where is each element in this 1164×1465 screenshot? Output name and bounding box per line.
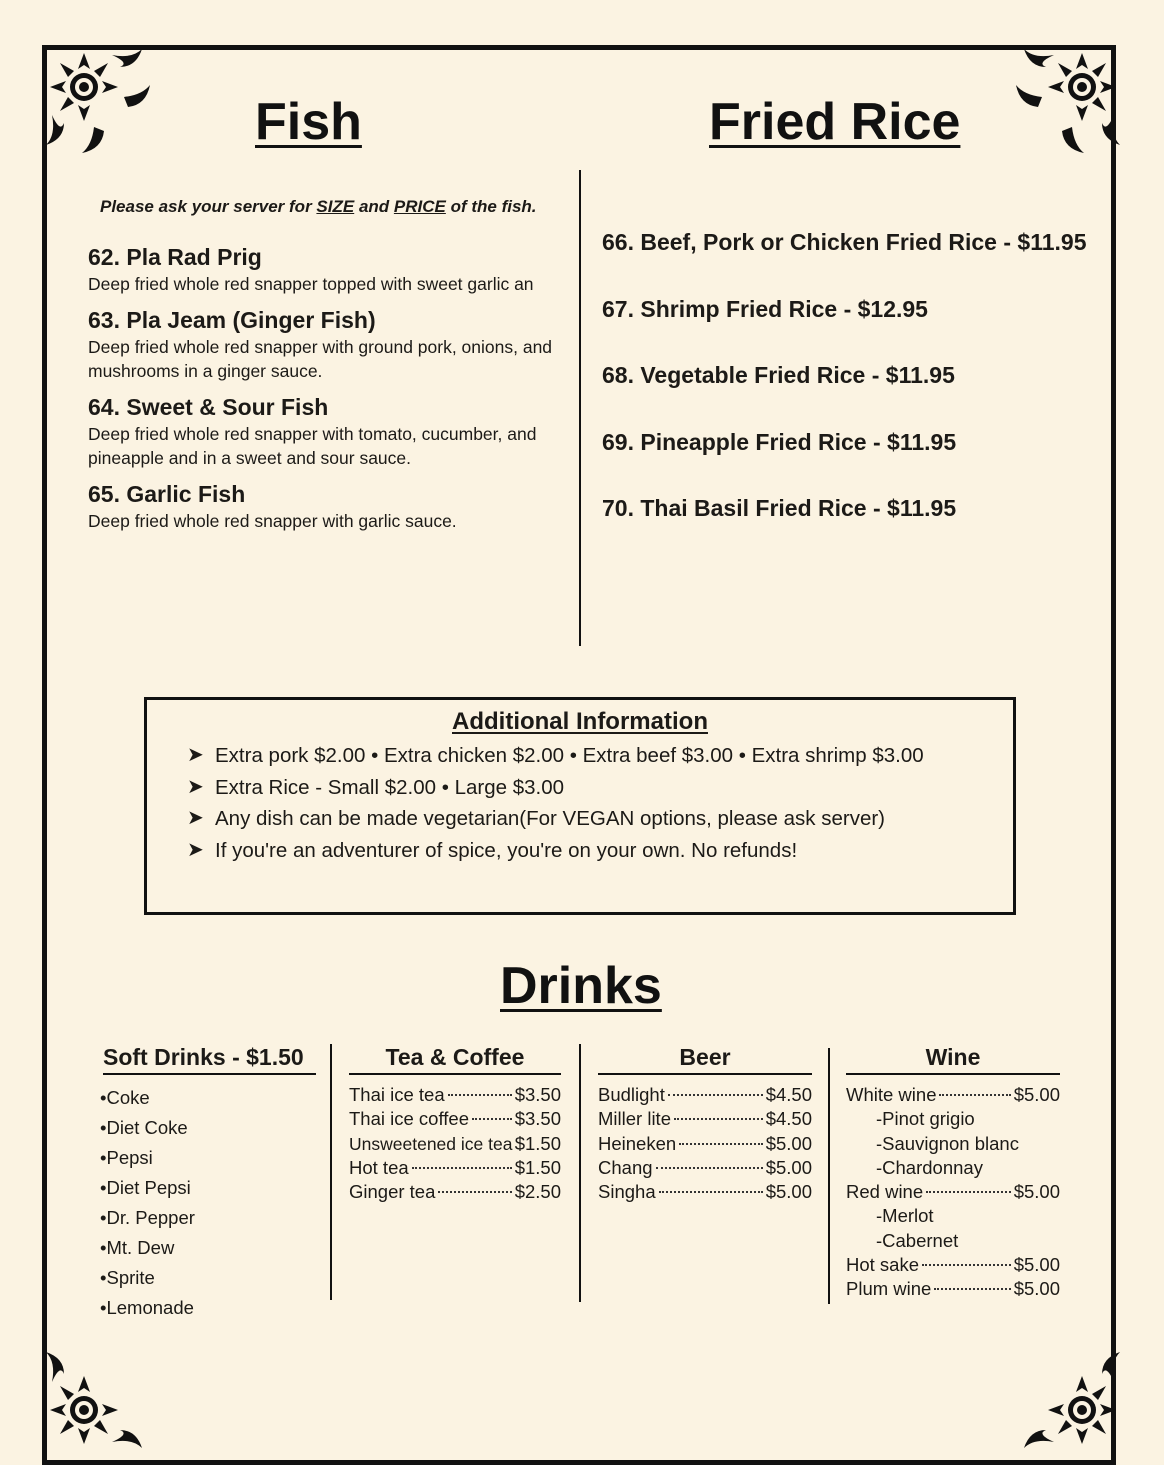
drink-name: Red wine xyxy=(846,1181,924,1203)
menu-item: 66. Beef, Pork or Chicken Fried Rice - $11.95 xyxy=(602,229,1087,255)
arrow-bullet-icon: ➤ xyxy=(187,744,204,766)
info-line xyxy=(187,803,924,835)
menu-item-description: Deep fried whole red snapper with ground pork, onions, and mushrooms in a ginger sauce. xyxy=(88,336,553,381)
tea-coffee-column xyxy=(349,1044,561,1204)
drink-name: Unsweetened ice tea xyxy=(349,1133,513,1154)
wine-variety: -Chardonnay xyxy=(876,1156,983,1178)
drink-price: $5.00 xyxy=(765,1181,812,1203)
drink-item: •Diet Coke xyxy=(100,1117,188,1138)
fish-size-price-note xyxy=(100,197,537,217)
drink-item xyxy=(846,1180,1060,1204)
drinks-divider xyxy=(579,1044,581,1302)
dot-leader xyxy=(659,1175,763,1193)
drink-item: •Dr. Pepper xyxy=(100,1207,195,1228)
menu-item-name: 63. Pla Jeam (Ginger Fish) xyxy=(88,306,376,333)
menu-item: 67. Shrimp Fried Rice - $12.95 xyxy=(602,295,928,322)
wine-column xyxy=(846,1044,1060,1302)
wine-variety: -Sauvignon blanc xyxy=(876,1132,1019,1154)
drink-item xyxy=(349,1083,561,1107)
corner-ornament-top-left xyxy=(42,45,152,155)
drink-name: White wine xyxy=(846,1084,937,1105)
drink-price: $5.00 xyxy=(1013,1084,1060,1105)
drink-price: $4.50 xyxy=(765,1084,812,1105)
wine-heading: Wine xyxy=(846,1044,1060,1075)
note-prefix: Please ask your server for xyxy=(100,197,317,216)
drink-name: Budlight xyxy=(598,1084,665,1105)
wine-variety: -Pinot grigio xyxy=(876,1108,975,1130)
drink-name: Chang xyxy=(598,1156,653,1178)
arrow-bullet-icon: ➤ xyxy=(187,775,204,798)
drink-item: •Coke xyxy=(100,1087,150,1108)
drinks-divider xyxy=(828,1048,830,1304)
drink-name: Miller lite xyxy=(598,1108,671,1130)
menu-item xyxy=(88,242,568,297)
corner-ornament-bottom-left xyxy=(42,1342,152,1452)
info-line xyxy=(187,740,924,772)
dot-leader xyxy=(922,1248,1011,1266)
drink-price: $1.50 xyxy=(514,1132,561,1154)
fish-menu-list xyxy=(88,242,568,541)
info-line-text: Extra pork $2.00 • Extra chicken $2.00 • Extra beef $3.00 • Extra shrimp $3.00 xyxy=(215,744,924,767)
menu-item-name: 65. Garlic Fish xyxy=(88,480,246,507)
note-and: and xyxy=(354,197,394,216)
beer-heading: Beer xyxy=(598,1044,812,1075)
arrow-bullet-icon: ➤ xyxy=(187,838,204,861)
drink-name: Plum wine xyxy=(846,1278,932,1300)
drink-name: Heineken xyxy=(598,1132,677,1154)
drink-name: Hot sake xyxy=(846,1254,920,1276)
wine-variety: -Cabernet xyxy=(876,1229,959,1251)
dot-leader xyxy=(939,1078,1010,1096)
drink-item: •Mt. Dew xyxy=(100,1237,175,1258)
drink-price: $1.50 xyxy=(514,1156,561,1178)
menu-item-description: Deep fried whole red snapper topped with sweet garlic an xyxy=(88,274,534,294)
drink-price: $5.00 xyxy=(1013,1181,1060,1203)
dot-leader xyxy=(438,1175,511,1193)
drink-item: •Diet Pepsi xyxy=(100,1177,191,1198)
menu-item xyxy=(88,392,568,471)
menu-item-name: 62. Pla Rad Prig xyxy=(88,244,262,270)
beer-column xyxy=(598,1044,812,1204)
info-line-text: Extra Rice - Small $2.00 • Large $3.00 xyxy=(215,775,565,799)
additional-info-box xyxy=(144,697,1016,915)
soft-drinks-heading: Soft Drinks - $1.50 xyxy=(103,1044,316,1075)
additional-info-title: Additional Information xyxy=(452,708,708,735)
dot-leader xyxy=(668,1078,763,1096)
drink-price: $2.50 xyxy=(514,1181,561,1203)
menu-item: 70. Thai Basil Fried Rice - $11.95 xyxy=(602,495,957,521)
drink-price: $3.50 xyxy=(514,1084,561,1105)
info-line xyxy=(187,835,924,867)
info-line-text: Any dish can be made vegetarian(For VEGAN options, please ask server) xyxy=(215,807,885,830)
menu-item-description: Deep fried whole red snapper with tomato, cucumber, and pineapple and in a sweet and sour sauce. xyxy=(88,423,537,468)
drink-item xyxy=(846,1083,1060,1107)
drink-price: $5.00 xyxy=(1013,1254,1060,1276)
arrow-bullet-icon: ➤ xyxy=(187,807,204,829)
note-suffix: of the fish. xyxy=(445,197,537,216)
drink-price: $5.00 xyxy=(765,1156,812,1178)
dot-leader xyxy=(679,1127,763,1145)
drink-item xyxy=(598,1180,812,1204)
drink-item xyxy=(349,1180,561,1204)
drink-name: Thai ice coffee xyxy=(349,1108,469,1130)
dot-leader xyxy=(926,1175,1011,1193)
fried-rice-section-title: Fried Rice xyxy=(709,93,961,151)
drink-name: Thai ice tea xyxy=(349,1084,445,1105)
menu-item: 69. Pineapple Fried Rice - $11.95 xyxy=(602,428,957,455)
info-line-text: If you're an adventurer of spice, you're on your own. No refunds! xyxy=(215,838,798,862)
fish-section-title: Fish xyxy=(255,93,362,151)
corner-ornament-bottom-right xyxy=(1014,1342,1124,1452)
drink-name: Ginger tea xyxy=(349,1181,436,1203)
drink-item xyxy=(846,1277,1060,1301)
info-line xyxy=(187,772,924,804)
tea-coffee-heading: Tea & Coffee xyxy=(349,1044,561,1075)
menu-item: 68. Vegetable Fried Rice - $11.95 xyxy=(602,362,955,388)
dot-leader xyxy=(472,1102,512,1120)
soft-drinks-column xyxy=(100,1044,316,1323)
dot-leader xyxy=(656,1151,763,1169)
dot-leader xyxy=(412,1151,512,1169)
drink-item: •Lemonade xyxy=(100,1297,194,1318)
note-size: SIZE xyxy=(316,197,355,216)
fried-rice-menu-list xyxy=(602,226,1122,559)
drink-item xyxy=(349,1107,561,1131)
drinks-divider xyxy=(330,1044,332,1300)
menu-item xyxy=(88,479,568,534)
drink-name: Hot tea xyxy=(349,1156,409,1178)
drink-item: •Pepsi xyxy=(100,1147,153,1168)
drink-price: $5.00 xyxy=(1013,1278,1060,1300)
drink-item: •Sprite xyxy=(100,1267,155,1288)
corner-ornament-top-right xyxy=(1014,45,1124,155)
drink-price: $5.00 xyxy=(765,1132,812,1154)
drink-price: $4.50 xyxy=(765,1108,812,1130)
menu-item xyxy=(88,305,568,384)
note-price: PRICE xyxy=(393,197,446,216)
dot-leader xyxy=(674,1102,763,1120)
dot-leader xyxy=(448,1078,512,1096)
menu-item-description: Deep fried whole red snapper with garlic sauce. xyxy=(88,510,457,531)
wine-variety: -Merlot xyxy=(876,1205,934,1227)
dot-leader xyxy=(934,1272,1010,1290)
drink-price: $3.50 xyxy=(514,1108,561,1130)
drinks-section-title: Drinks xyxy=(500,957,662,1015)
additional-info-list xyxy=(187,740,924,866)
section-divider xyxy=(579,170,581,646)
menu-item-name: 64. Sweet & Sour Fish xyxy=(88,393,329,420)
drink-name: Singha xyxy=(598,1181,656,1203)
